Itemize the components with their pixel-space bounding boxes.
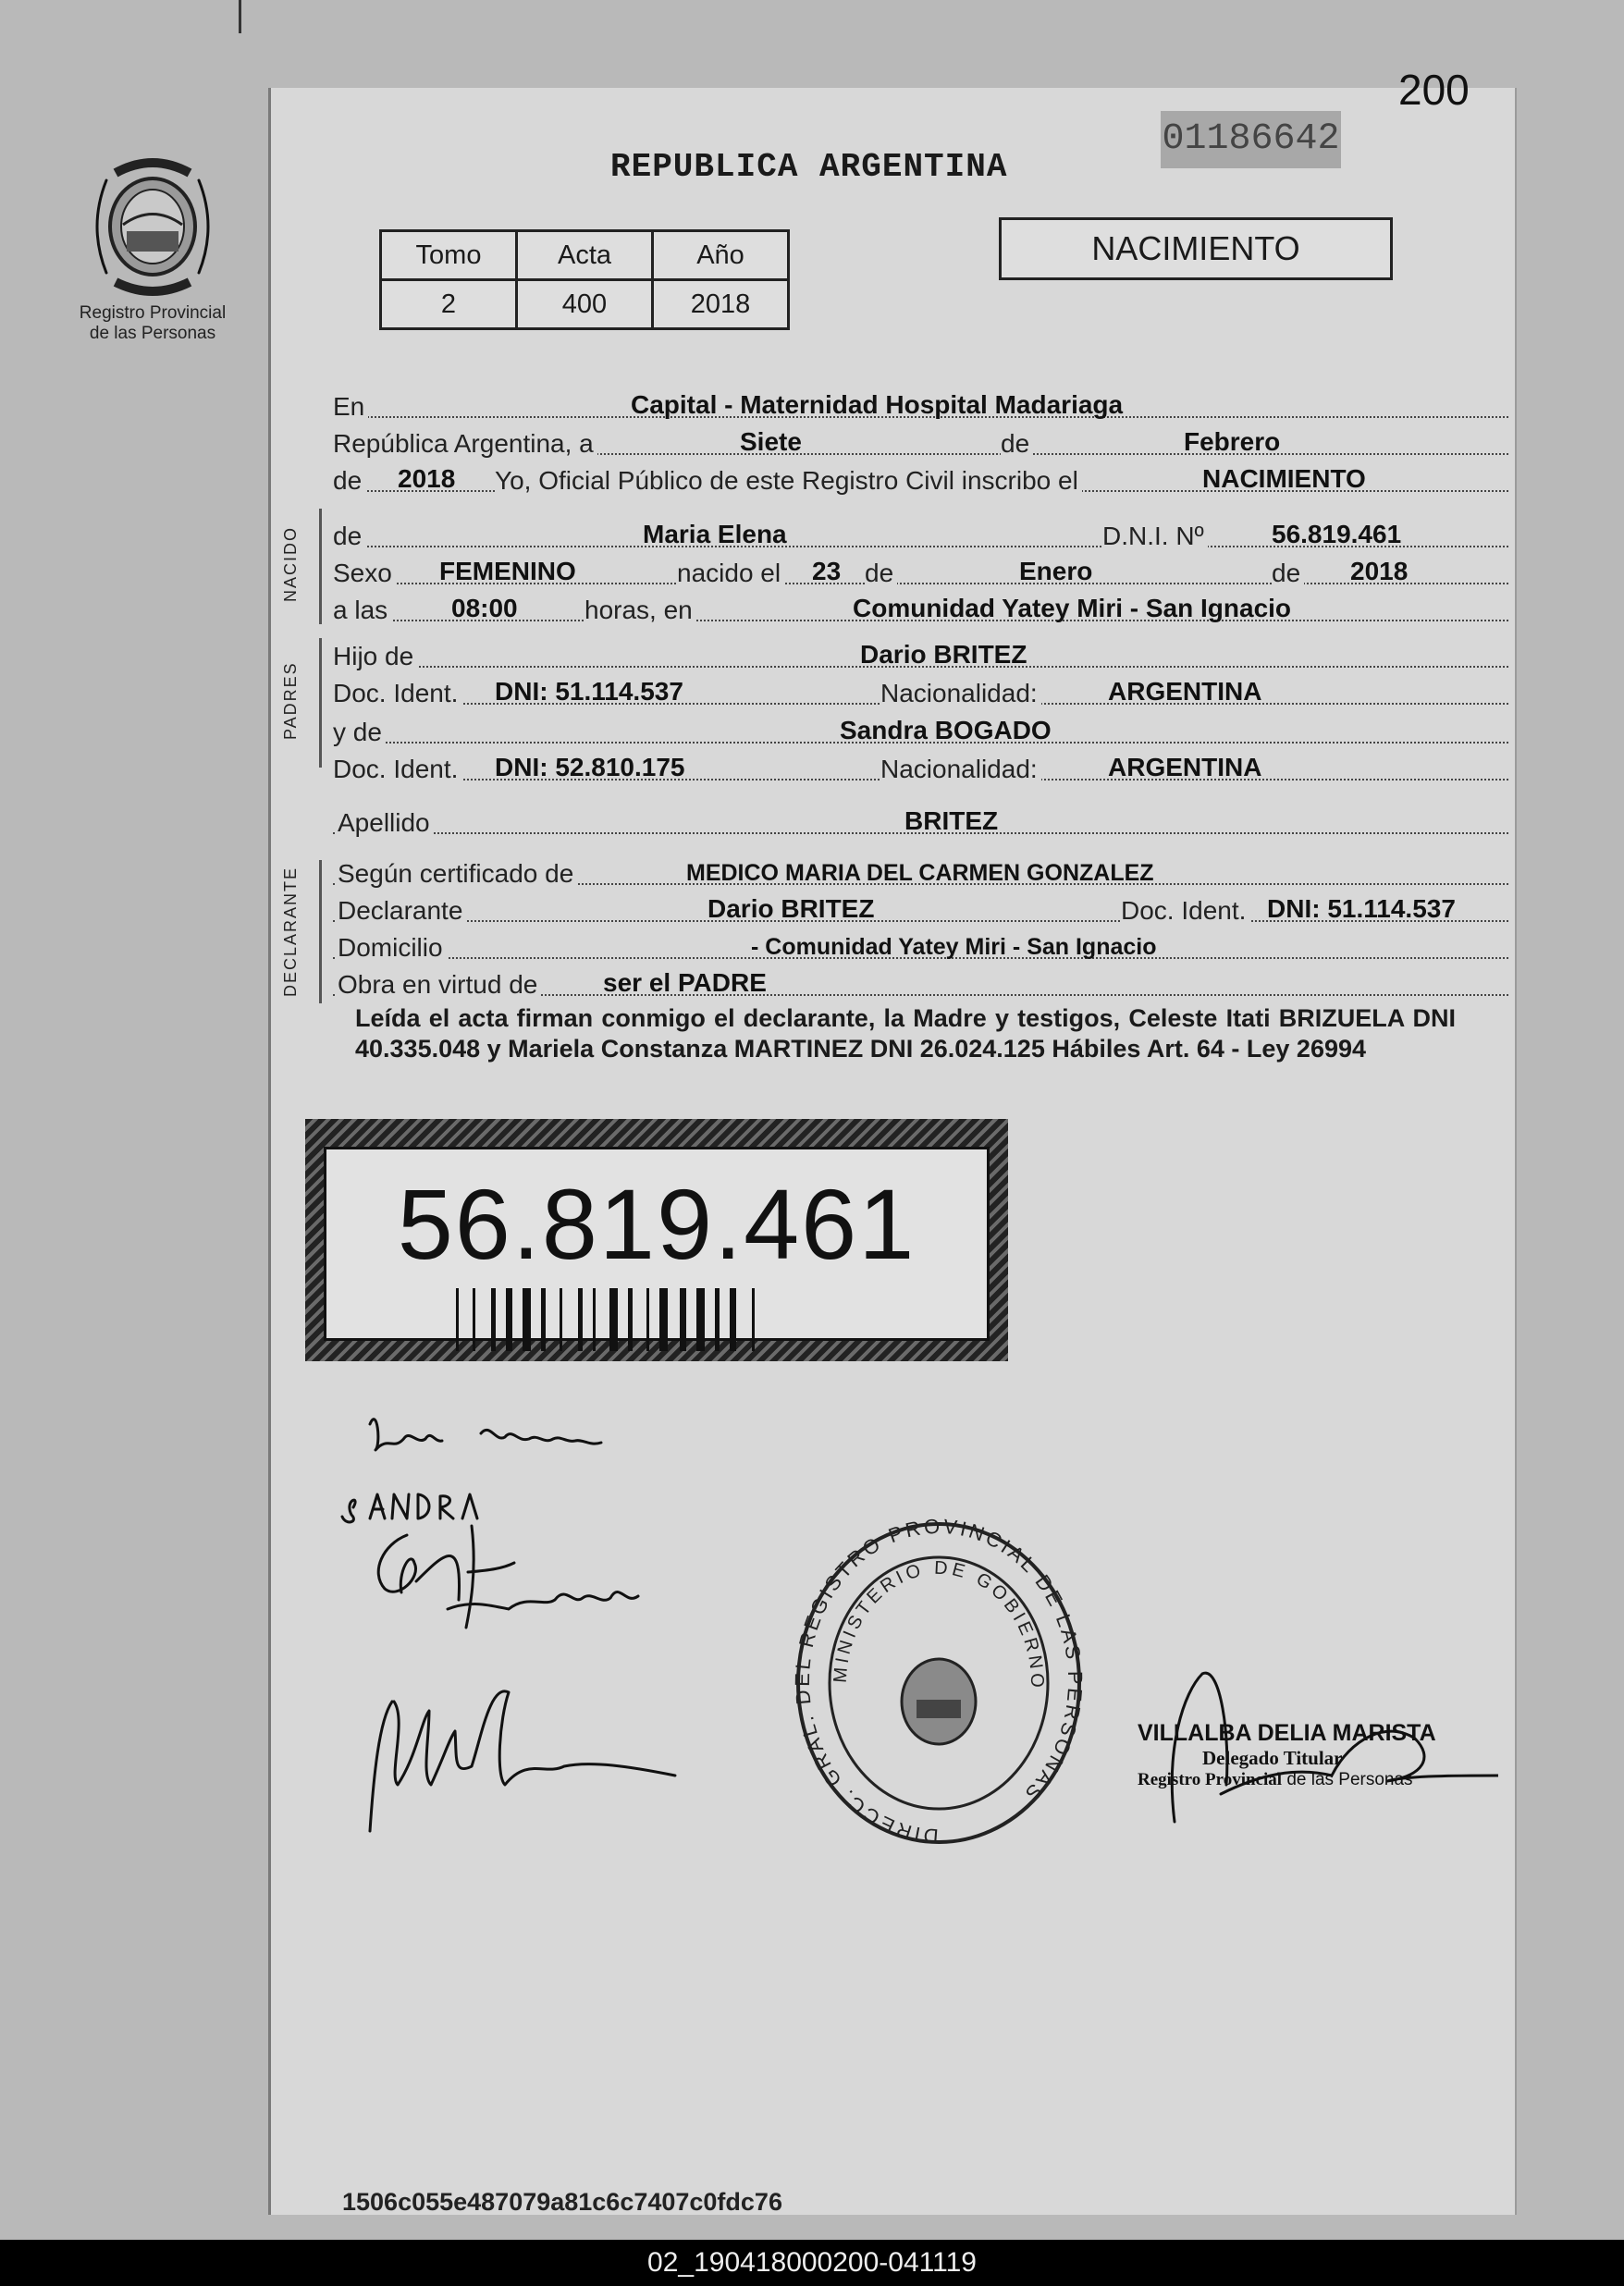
seal-outer-text: DIRECC. GRAL. DEL REGISTRO PROVINCIAL DE LAS PERSONAS: [791, 1517, 1087, 1849]
child-name: Maria Elena: [643, 520, 787, 548]
section-padres: PADRES: [281, 661, 300, 740]
child-sex: FEMENINO: [439, 557, 576, 585]
mother-doc: DNI: 52.810.175: [495, 753, 685, 781]
barcode-bar: [680, 1288, 686, 1351]
barcode-bar: [609, 1288, 618, 1351]
official-registry-rest: de las Personas: [1286, 1770, 1413, 1789]
born-place: Comunidad Yatey Miri - San Ignacio: [853, 594, 1292, 622]
capacity-line: [333, 948, 1508, 999]
value-ano: 2018: [653, 280, 789, 329]
barcode-bar: [696, 1288, 705, 1351]
date-label: República Argentina, a: [333, 429, 597, 459]
hours-label: horas, en: [584, 596, 696, 625]
time-line: [333, 573, 1508, 624]
official-stamp: [1138, 1720, 1507, 1790]
section-declarante: DECLARANTE: [281, 866, 300, 998]
header-acta: Acta: [517, 231, 653, 280]
inscription-text: Yo, Oficial Público de este Registro Civil inscribo el: [495, 466, 1082, 496]
record-type-box: NACIMIENTO: [999, 217, 1393, 280]
official-registry: [1138, 1770, 1507, 1790]
declarant-name: Dario BRITEZ: [707, 894, 875, 923]
inscription-year: 2018: [398, 464, 456, 493]
handwritten-signatures: [333, 1387, 749, 1850]
born-day: 23: [812, 557, 842, 585]
barcode-bar: [659, 1288, 668, 1351]
declarant-address: - Comunidad Yatey Miri - San Ignacio: [751, 934, 1157, 960]
barcode-bar: [506, 1288, 512, 1351]
barcode-bar: [578, 1288, 583, 1351]
registry-caption-line1: Registro Provincial: [79, 303, 227, 323]
son-of-label: Hijo de: [333, 642, 417, 671]
barcode-bar: [730, 1288, 736, 1351]
born-year: 2018: [1350, 557, 1409, 585]
barcode-bar: [456, 1288, 459, 1351]
section-nacido: NACIDO: [281, 526, 300, 603]
registry-caption-line2: de las Personas: [89, 324, 216, 343]
nacido-bracket: [319, 509, 322, 624]
document-hash: 1506c055e487079a81c6c7407c0fdc76: [342, 2188, 782, 2216]
official-registry-bold: Registro Provincial: [1138, 1770, 1283, 1789]
dni-badge-inner: [324, 1147, 990, 1341]
mother-nat-label: Nacionalidad:: [880, 755, 1041, 784]
place-value: Capital - Maternidad Hospital Madariaga: [631, 390, 1124, 419]
date-de-label: de: [1001, 429, 1033, 459]
inscription-line: [333, 444, 1508, 495]
barcode-bar: [541, 1288, 546, 1351]
barcode-bar: [523, 1288, 531, 1351]
capacity-label: Obra en virtud de: [338, 970, 541, 1000]
mother-name: Sandra BOGADO: [840, 716, 1052, 744]
name-de-label: de: [333, 522, 365, 551]
barcode-bar: [628, 1288, 633, 1351]
date-day: Siete: [740, 427, 802, 456]
barcode-bar: [646, 1288, 649, 1351]
dni-label: D.N.I. Nº: [1102, 522, 1208, 551]
padres-bracket: [319, 638, 322, 768]
signature-witness: [370, 1691, 675, 1831]
page-number: 200: [1398, 66, 1470, 114]
declarante-bracket: [319, 860, 322, 1003]
sex-label: Sexo: [333, 559, 396, 588]
reference-table-header-row: [381, 231, 789, 280]
dni-badge: [305, 1119, 1008, 1361]
header-tomo: Tomo: [381, 231, 517, 280]
official-role: Delegado Titular: [1202, 1747, 1343, 1769]
place-label: En: [333, 392, 368, 422]
barcode-bar: [473, 1288, 475, 1351]
barcode-bar: [715, 1288, 720, 1351]
and-of-label: y de: [333, 718, 386, 747]
child-dni: 56.819.461: [1272, 520, 1402, 548]
registry-caption: [51, 303, 254, 344]
country-title: REPUBLICA ARGENTINA: [610, 148, 1008, 186]
value-tomo: 2: [381, 280, 517, 329]
inscription-value: NACIMIENTO: [1202, 464, 1366, 493]
date-month: Febrero: [1184, 427, 1281, 456]
father-name: Dario BRITEZ: [860, 640, 1027, 669]
mother-doc-line: [333, 732, 1508, 783]
declarant-label: Declarante: [338, 896, 466, 926]
certificate-value: MEDICO MARIA DEL CARMEN GONZALEZ: [686, 860, 1154, 886]
born-de2: de: [1272, 559, 1304, 588]
barcode-bar: [752, 1288, 755, 1351]
signature-sandra: [378, 1526, 638, 1628]
barcode-bar: [593, 1288, 596, 1351]
barcode-bar: [560, 1288, 562, 1351]
barcode-bar: [491, 1288, 496, 1351]
footer-filename: 02_190418000200-041119: [0, 2240, 1624, 2286]
surname-line: [333, 786, 1508, 837]
official-name: VILLALBA DELIA MARISTA: [1138, 1720, 1436, 1746]
father-doc: DNI: 51.114.537: [495, 677, 683, 706]
born-time: 08:00: [451, 594, 518, 622]
value-acta: 400: [517, 280, 653, 329]
barcode-icon: [456, 1288, 881, 1351]
surname-value: BRITEZ: [904, 806, 999, 835]
born-label: nacido el: [677, 559, 784, 588]
declarant-doc: DNI: 51.114.537: [1267, 894, 1456, 923]
page-edge-mark: [239, 0, 241, 33]
time-label: a las: [333, 596, 391, 625]
mother-doc-label: Doc. Ident.: [333, 755, 461, 784]
declarant-doc-label: Doc. Ident.: [1121, 896, 1249, 926]
dni-badge-number: 56.819.461: [397, 1168, 917, 1280]
capacity-value: ser el PADRE: [603, 968, 767, 997]
seal-inner-text: MINISTERIO DE GOBIERNO: [830, 1557, 1048, 1691]
father-nat-label: Nacionalidad:: [880, 679, 1041, 708]
reference-table-value-row: [381, 280, 789, 329]
header-ano: Año: [653, 231, 789, 280]
born-de1: de: [865, 559, 897, 588]
father-nationality: ARGENTINA: [1108, 677, 1262, 706]
province-crest-icon: [79, 153, 227, 301]
inscription-de-label: de: [333, 466, 365, 496]
surname-label: Apellido: [338, 808, 434, 838]
father-doc-label: Doc. Ident.: [333, 679, 461, 708]
handwritten-sandra: [342, 1494, 477, 1522]
official-seal-icon: [791, 1517, 1087, 1850]
closing-statement: Leída el acta firman conmigo el declarante, la Madre y testigos, Celeste Itati BRIZUELA DNI 40.335.048 y Mariela Constanza MARTINEZ DNI 26.024.125 Hábiles Art. 64 - Ley 26994: [355, 1004, 1456, 1063]
mother-nationality: ARGENTINA: [1108, 753, 1262, 781]
reference-table: [379, 229, 790, 330]
serial-stamp: 01186642: [1161, 111, 1341, 168]
born-month: Enero: [1019, 557, 1093, 585]
address-label: Domicilio: [338, 933, 447, 963]
certificate-label: Según certificado de: [338, 859, 577, 889]
signature-britez-dario: [370, 1420, 601, 1450]
